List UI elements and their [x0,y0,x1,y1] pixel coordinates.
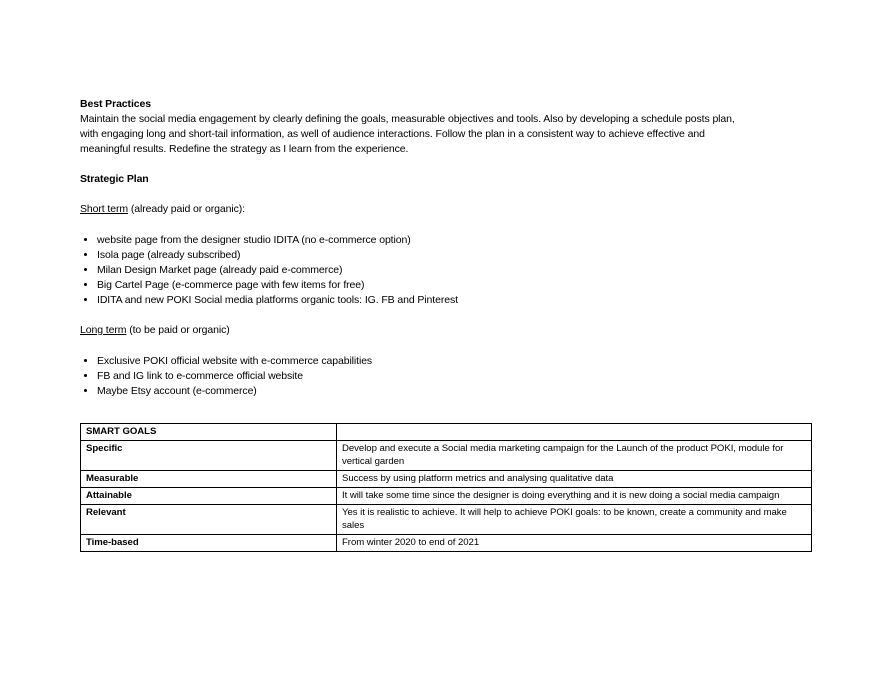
row-label: Time-based [81,535,337,552]
long-term-suffix: (to be paid or organic) [126,324,230,336]
table-row [81,424,812,441]
list-item: • IDITA and new POKI Social media platforms organic tools: IG. FB and Pinterest [97,293,828,308]
table-row [81,488,812,505]
list-item: • FB and IG link to e-commerce official website [97,369,828,384]
row-label: Relevant [81,505,337,535]
short-term-bullet-list [80,233,828,308]
long-term-line [80,323,828,338]
long-term-label: Long term [80,324,127,336]
list-item: • Big Cartel Page (e-commerce page with few items for free) [97,278,828,293]
list-item: • website page from the designer studio IDITA (no e-commerce option) [97,233,828,248]
table-row [81,505,812,535]
best-practices-paragraph [80,112,828,157]
row-value: From winter 2020 to end of 2021 [337,535,812,552]
long-term-bullet-list [80,354,828,399]
list-item: • Isola page (already subscribed) [97,248,828,263]
table-row [81,441,812,471]
list-item: • Exclusive POKI official website with e-commerce capabilities [97,354,828,369]
strategic-plan-heading: Strategic Plan [80,173,149,185]
short-term-line [80,202,828,217]
row-label: Attainable [81,488,337,505]
paragraph-line: meaningful results. Redefine the strategy as I learn from the experience. [80,143,409,155]
row-value: Develop and execute a Social media marketing campaign for the Launch of the product POKI, module for vertical garden [337,441,812,471]
row-value: It will take some time since the designer is doing everything and it is new doing a social media campaign [337,488,812,505]
short-term-suffix: (already paid or organic): [128,203,245,215]
short-term-label: Short term [80,203,129,215]
paragraph-line: with engaging long and short-tail information, as well of audience interactions. Follow the plan in a consistent way to achieve effective and [80,128,705,140]
row-label: Specific [81,441,337,471]
paragraph-line: Maintain the social media engagement by clearly defining the goals, measurable objectives and tools. Also by developing a schedule posts plan, [80,113,735,125]
row-value: Success by using platform metrics and analysing qualitative data [337,471,812,488]
best-practices-heading: Best Practices [80,98,151,110]
list-item: • Milan Design Market page (already paid e-commerce) [97,263,828,278]
row-label: Measurable [81,471,337,488]
smart-goals-table [80,423,812,552]
smart-goals-header-value-cell [337,424,812,441]
smart-goals-header-cell: SMART GOALS [81,424,337,441]
table-row [81,471,812,488]
row-value: Yes it is realistic to achieve. It will help to achieve POKI goals: to be known, create a community and make sales [337,505,812,535]
table-row [81,535,812,552]
list-item: • Maybe Etsy account (e-commerce) [97,384,828,399]
